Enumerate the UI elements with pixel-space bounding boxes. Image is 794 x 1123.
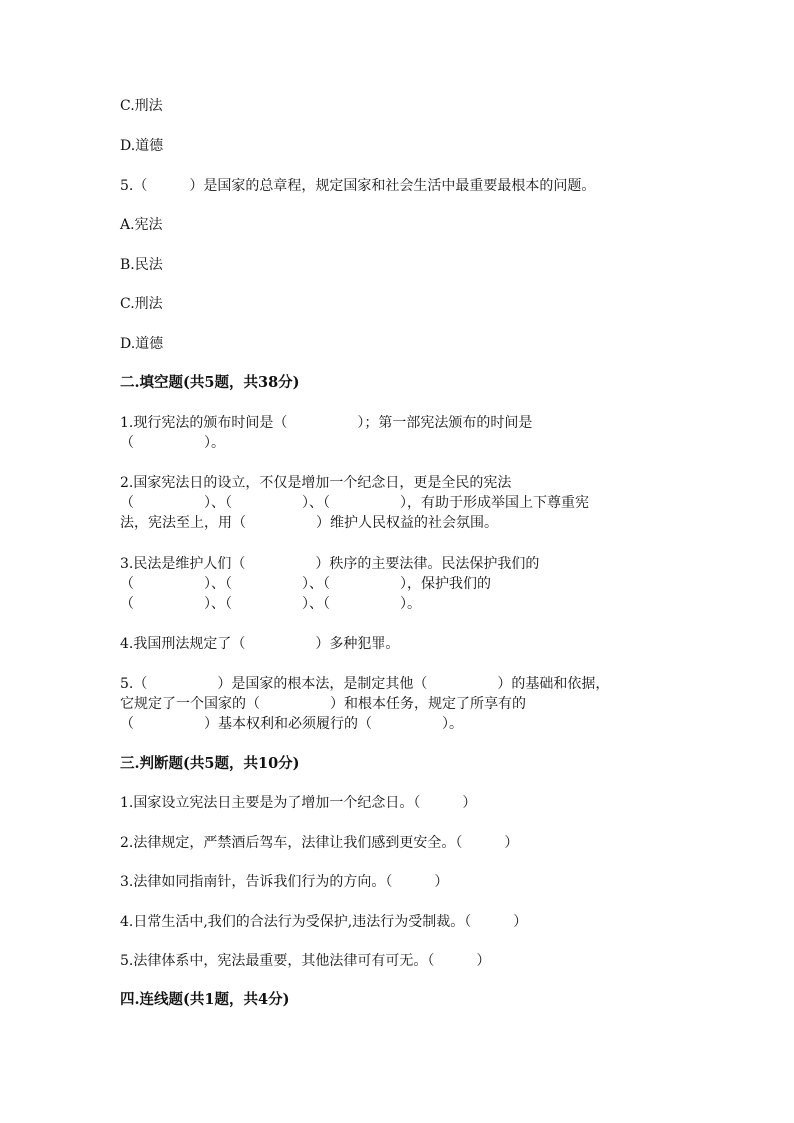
q5-option-d: D.道德 — [120, 336, 164, 352]
q4-option-d: D.道德 — [120, 138, 164, 154]
q5-option-c: C.刑法 — [120, 296, 163, 312]
fill-q4-line1: 4.我国刑法规定了（ ）多种犯罪。 — [120, 636, 400, 652]
section4-title: 四.连线题(共1题，共4分) — [120, 991, 290, 1008]
fill-q3-line3: （ ）、（ ）、（ ）。 — [120, 596, 421, 612]
fill-q5-line1: 5.（ ）是国家的根本法，是制定其他（ ）的基础和依据， — [120, 676, 610, 692]
fill-q3-line2: （ ）、（ ）、（ ），保护我们的 — [120, 576, 491, 592]
q5-option-b: B.民法 — [120, 257, 163, 273]
fill-q2-line3: 法，宪法至上，用（ ）维护人民权益的社会氛围。 — [120, 515, 498, 531]
fill-q2-line1: 2.国家宪法日的设立，不仅是增加一个纪念日，更是全民的宪法 — [120, 475, 512, 491]
fill-q1-line2: （ ）。 — [120, 435, 225, 451]
judge-q5: 5.法律体系中，宪法最重要，其他法律可有可无。（ ） — [120, 953, 491, 969]
section2-title: 二.填空题(共5题，共38分) — [120, 374, 300, 391]
fill-q1-line1: 1.现行宪法的颁布时间是（ ）；第一部宪法颁布的时间是 — [120, 415, 533, 431]
judge-q1: 1.国家设立宪法日主要是为了增加一个纪念日。（ ） — [120, 795, 477, 811]
q5-stem: 5.（ ）是国家的总章程，规定国家和社会生活中最重要最根本的问题。 — [120, 178, 596, 194]
fill-q5-line3: （ ）基本权利和必须履行的（ ）。 — [120, 716, 463, 732]
fill-q2-line2: （ ）、（ ）、（ ），有助于形成举国上下尊重宪 — [120, 495, 589, 511]
judge-q2: 2.法律规定，严禁酒后驾车，法律让我们感到更安全。（ ） — [120, 835, 519, 851]
fill-q5-line2: 它规定了一个国家的（ ）和根本任务，规定了所享有的 — [120, 696, 526, 712]
q5-option-a: A.宪法 — [120, 217, 163, 233]
section3-title: 三.判断题(共5题，共10分) — [120, 755, 300, 772]
judge-q4: 4.日常生活中,我们的合法行为受保护,违法行为受制裁。（ ） — [120, 914, 528, 930]
fill-q3-line1: 3.民法是维护人们（ ）秩序的主要法律。民法保护我们的 — [120, 556, 540, 572]
judge-q3: 3.法律如同指南针，告诉我们行为的方向。（ ） — [120, 874, 449, 890]
q4-option-c: C.刑法 — [120, 98, 163, 114]
